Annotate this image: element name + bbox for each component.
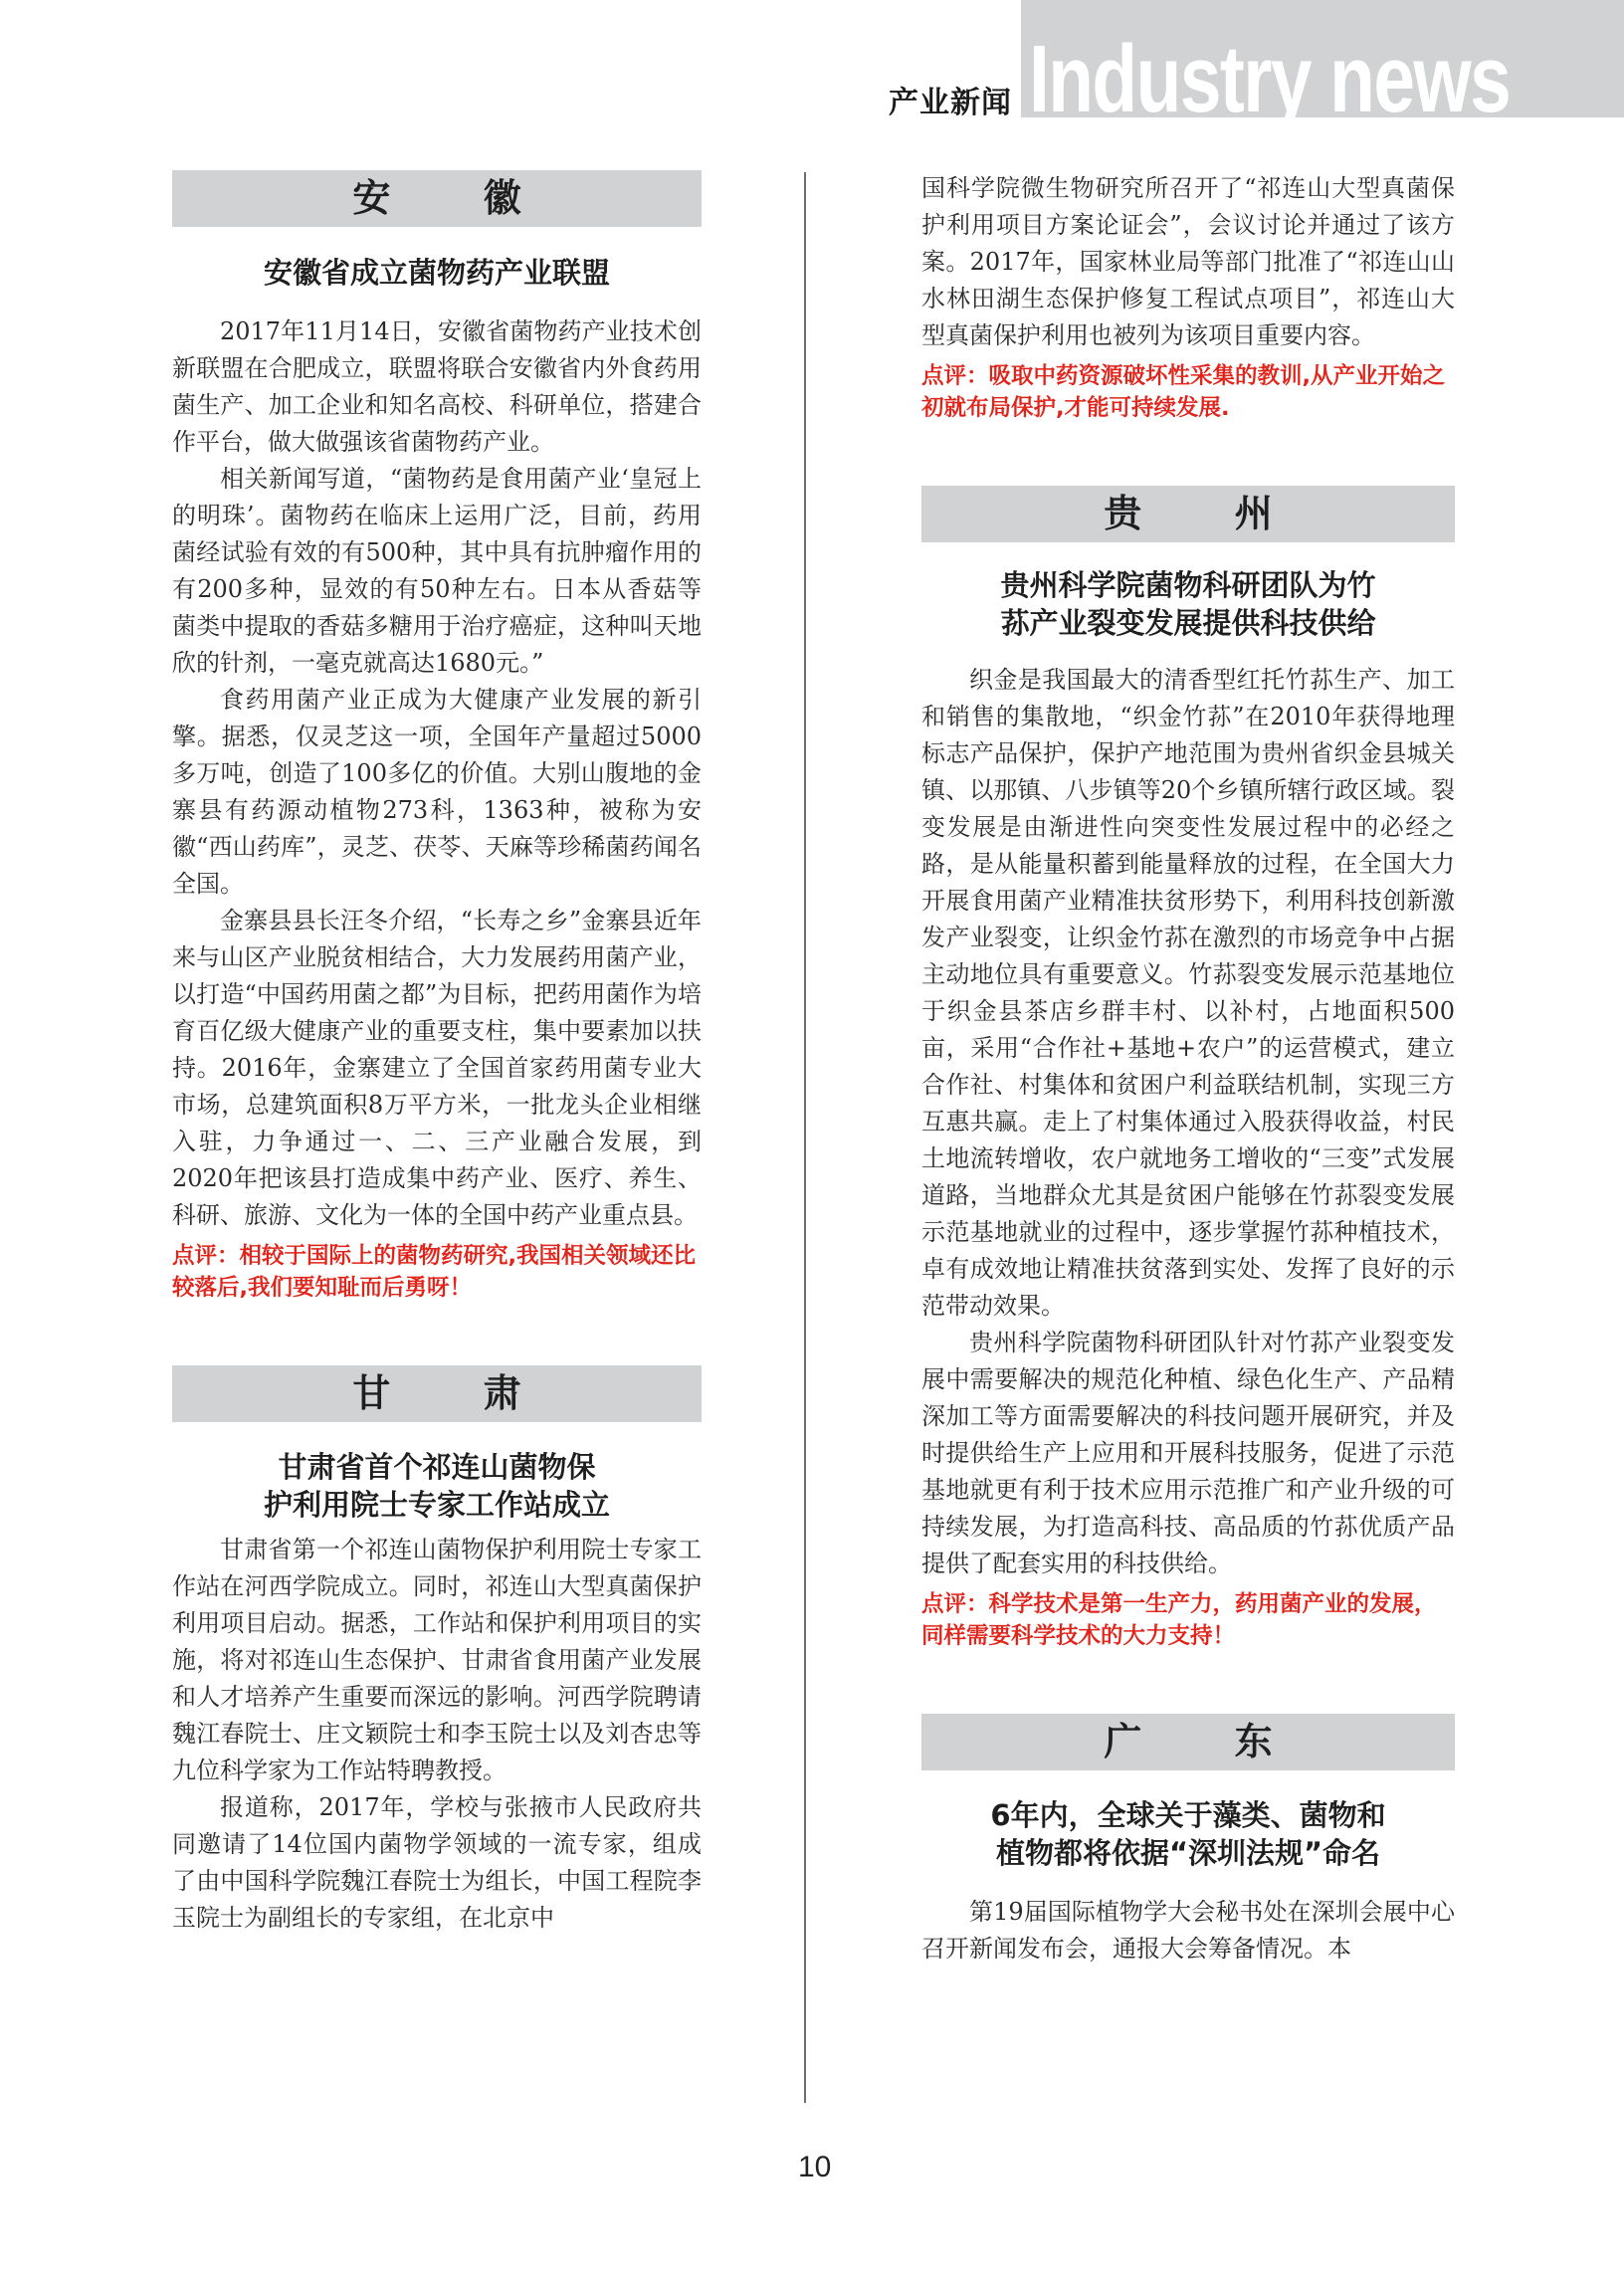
section-anhui — [172, 170, 702, 1304]
article-title-line: 贵州科学院菌物科研团队为竹 — [1000, 568, 1376, 602]
article-paragraph: 甘肃省第一个祁连山菌物保护利用院士专家工作站在河西学院成立。同时，祁连山大型真菌保护利用项目启动。据悉，工作站和保护利用项目的实施，将对祁连山生态保护、甘肃省食用菌产业发展和人才培养产生重要而深远的影响。河西学院聘请魏江春院士、庄文颖院士和李玉院士以及刘杏忠等九位科学家为工作站特聘教授。 — [172, 1536, 702, 1784]
section-gansu-continued — [921, 170, 1455, 424]
section-guizhou — [921, 486, 1455, 1652]
article-paragraph: 食药用菌产业正成为大健康产业发展的新引擎。据悉，仅灵芝这一项，全国年产量超过5000多万吨，创造了100多亿的价值。大别山腹地的金寨县有药源动植物273科，1363种，被称为安徽“西山药库”，灵芝、茯苓、天麻等珍稀菌药闻名全国。 — [172, 686, 702, 898]
article-title-line: 6年内，全球关于藻类、菌物和 — [990, 1798, 1386, 1832]
section-guangdong — [921, 1714, 1455, 1967]
page-number: 10 — [798, 2151, 832, 2183]
right-column — [921, 170, 1455, 1967]
region-bar-anhui: 安 徽 — [172, 170, 702, 227]
article-paragraph: 2017年11月14日，安徽省菌物药产业技术创新联盟在合肥成立，联盟将联合安徽省内外食药用菌生产、加工企业和知名高校、科研单位，搭建合作平台，做大做强该省菌物药产业。 — [172, 317, 702, 456]
article-title-line: 安徽省成立菌物药产业联盟 — [263, 256, 610, 290]
article-title-guizhou — [921, 566, 1455, 642]
article-title-line: 甘肃省首个祁连山菌物保 — [278, 1450, 596, 1484]
editor-comment-anhui: 点评：相较于国际上的菌物药研究,我国相关领域还比较落后,我们要知耻而后勇呀！ — [172, 1243, 697, 1301]
left-column — [172, 170, 702, 1937]
region-bar-gansu: 甘 肃 — [172, 1365, 702, 1422]
article-paragraph: 贵州科学院菌物科研团队针对竹荪产业裂变发展中需要解决的规范化种植、绿色化生产、产品精深加工等方面需要解决的科技问题开展研究，并及时提供给生产上应用和开展科技服务，促进了示范基地就更有利于技术应用示范推广和产业升级的可持续发展，为打造高科技、高品质的竹荪优质产品提供了配套实用的科技供给。 — [921, 1329, 1455, 1577]
article-title-line: 护利用院士专家工作站成立 — [263, 1488, 610, 1522]
header-english-title: Industry news — [1029, 26, 1511, 132]
article-title-anhui — [172, 254, 702, 292]
editor-comment-guizhou: 点评：科学技术是第一生产力，药用菌产业的发展，同样需要科学技术的大力支持！ — [921, 1591, 1437, 1649]
article-title-line: 荪产业裂变发展提供科技供给 — [1000, 606, 1376, 640]
article-paragraph: 国科学院微生物研究所召开了“祁连山大型真菌保护利用项目方案论证会”，会议讨论并通过了该方案。2017年，国家林业局等部门批准了“祁连山山水林田湖生态保护修复工程试点项目”，祁连山大型真菌保护利用也被列为该项目重要内容。 — [921, 174, 1455, 349]
article-paragraph: 报道称，2017年，学校与张掖市人民政府共同邀请了14位国内菌物学领域的一流专家，组成了由中国科学院魏江春院士为组长，中国工程院李玉院士为副组长的专家组，在北京中 — [172, 1793, 702, 1932]
region-bar-guizhou: 贵 州 — [921, 486, 1455, 542]
editor-comment-gansu: 点评：吸取中药资源破坏性采集的教训,从产业开始之初就布局保护,才能可持续发展. — [921, 363, 1446, 421]
article-paragraph: 第19届国际植物学大会秘书处在深圳会展中心召开新闻发布会，通报大会筹备情况。本 — [921, 1898, 1455, 1963]
region-bar-guangdong: 广 东 — [921, 1714, 1455, 1770]
article-title-guangdong — [921, 1796, 1455, 1872]
article-paragraph: 织金是我国最大的清香型红托竹荪生产、加工和销售的集散地，“织金竹荪”在2010年获得地理标志产品保护，保护产地范围为贵州省织金县城关镇、以那镇、八步镇等20个乡镇所辖行政区域。裂变发展是由渐进性向突变性发展过程中的必经之路，是从能量积蓄到能量释放的过程，在全国大力开展食用菌产业精准扶贫形势下，利用科技创新激发产业裂变，让织金竹荪在激烈的市场竞争中占据主动地位具有重要意义。竹荪裂变发展示范基地位于织金县茶店乡群丰村、以补村，占地面积500亩，采用“合作社+基地+农户”的运营模式，建立合作社、村集体和贫困户利益联结机制，实现三方互惠共赢。走上了村集体通过入股获得收益，村民土地流转增收，农户就地务工增收的“三变”式发展道路，当地群众尤其是贫困户能够在竹荪裂变发展示范基地就业的过程中，逐步掌握竹荪种植技术，卓有成效地让精准扶贫落到实处、发挥了良好的示范带动效果。 — [921, 666, 1455, 1320]
article-paragraph: 相关新闻写道，“菌物药是食用菌产业‘皇冠上的明珠’。菌物药在临床上运用广泛，目前，药用菌经试验有效的有500种，其中具有抗肿瘤作用的有200多种，显效的有50种左右。日本从香菇等菌类中提取的香菇多糖用于治疗癌症，这种叫天地欣的针剂，一毫克就高达1680元。” — [172, 465, 702, 677]
article-paragraph: 金寨县县长汪冬介绍，“长寿之乡”金寨县近年来与山区产业脱贫相结合，大力发展药用菌产业，以打造“中国药用菌之都”为目标，把药用菌作为培育百亿级大健康产业的重要支柱，集中要素加以扶持。2016年，金寨建立了全国首家药用菌专业大市场，总建筑面积8万平方米，一批龙头企业相继入驻，力争通过一、二、三产业融合发展，到2020年把该县打造成集中药产业、医疗、养生、科研、旅游、文化为一体的全国中药产业重点县。 — [172, 907, 702, 1229]
section-gansu — [172, 1365, 702, 1937]
column-divider — [804, 172, 806, 2103]
header-chinese-title: 产业新闻 — [889, 86, 1012, 120]
article-title-gansu — [172, 1448, 702, 1524]
article-title-line: 植物都将依据“深圳法规”命名 — [995, 1836, 1381, 1870]
